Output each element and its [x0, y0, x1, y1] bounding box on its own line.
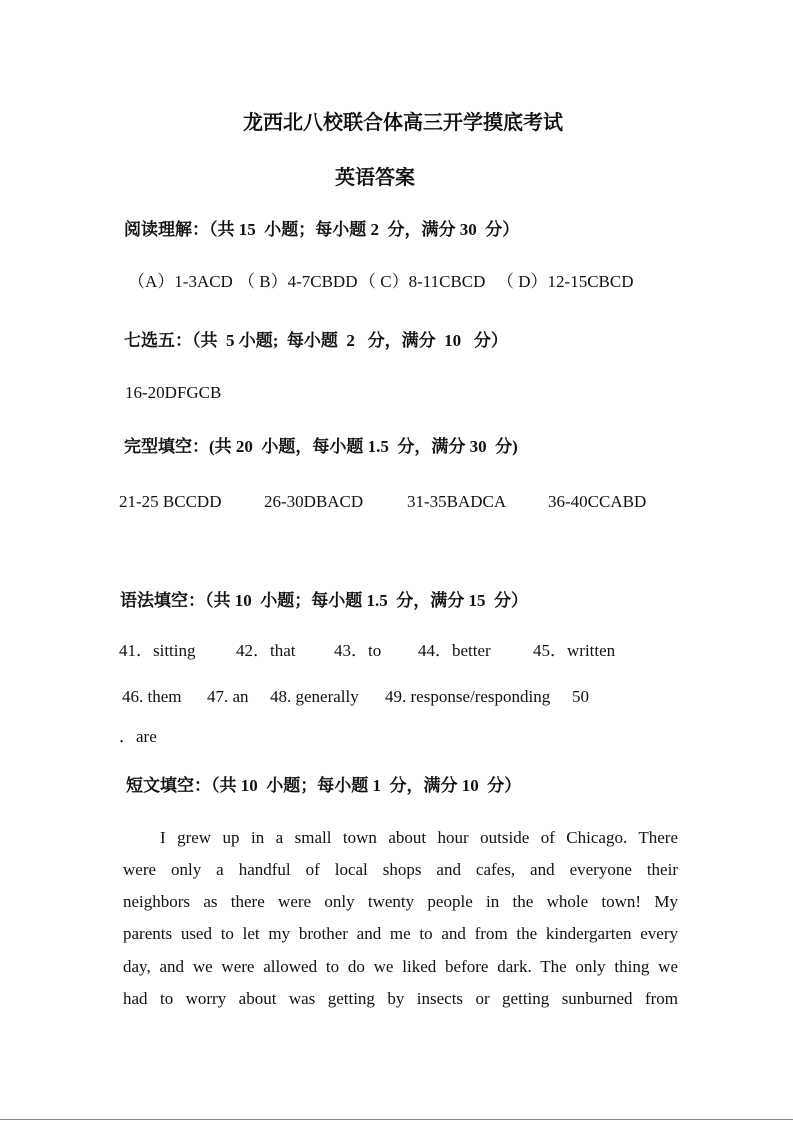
- grammar-answer: 42．that: [236, 641, 296, 660]
- seven-five-answer: 16-20DFGCB: [125, 383, 222, 402]
- grammar-heading: 语法填空：（共 10 小题；每小题 1.5 分，满分 15 分）: [120, 591, 528, 610]
- grammar-answer: 49. response/responding: [385, 687, 551, 706]
- reading-answer-a: （A）1-3ACD: [128, 272, 233, 291]
- grammar-answer: 41．sitting: [119, 641, 196, 660]
- passage-line: day, and we were allowed to do we liked before dark. The only thing we: [123, 957, 678, 976]
- page-bottom-border: [0, 1119, 793, 1120]
- passage-line: parents used to let my brother and me to and from the kindergarten every: [123, 924, 678, 943]
- cloze-answer-3: 31-35BADCA: [407, 492, 507, 511]
- passage-line: had to worry about was getting by insects or getting sunburned from: [123, 989, 678, 1008]
- cloze-answer-2: 26-30DBACD: [264, 492, 364, 511]
- document-title: 龙西北八校联合体高三开学摸底考试: [243, 112, 563, 134]
- reading-heading: 阅读理解：（共 15 小题；每小题 2 分，满分 30 分）: [124, 220, 520, 239]
- seven-five-heading: 七选五：（共 5 小题; 每小题 2 分，满分 10 分）: [124, 331, 508, 350]
- passage-line: neighbors as there were only twenty people in the whole town! My: [123, 892, 678, 911]
- cloze-heading: 完型填空：(共 20 小题，每小题 1.5 分，满分 30 分): [124, 437, 518, 456]
- short-text-heading: 短文填空：（共 10 小题；每小题 1 分，满分 10 分）: [126, 776, 522, 795]
- grammar-answer: 47. an: [207, 687, 249, 706]
- reading-answer-d: （ D）12-15CBCD: [497, 272, 634, 291]
- grammar-answer: ．are: [119, 727, 157, 746]
- reading-answer-c: （ C）8-11CBCD: [359, 272, 486, 291]
- passage-line: I grew up in a small town about hour outside of Chicago. There: [160, 828, 678, 847]
- grammar-answer: 44．better: [418, 641, 491, 660]
- grammar-answer: 48. generally: [270, 687, 359, 706]
- passage-line: were only a handful of local shops and cafes, and everyone their: [123, 860, 678, 879]
- cloze-answer-4: 36-40CCABD: [548, 492, 647, 511]
- reading-answer-b: （ B）4-7CBDD: [238, 272, 358, 291]
- grammar-answer: 50: [572, 687, 589, 706]
- grammar-answer: 46. them: [122, 687, 182, 706]
- grammar-answer: 45．written: [533, 641, 616, 660]
- cloze-answer-1: 21-25 BCCDD: [119, 492, 222, 511]
- grammar-answer: 43．to: [334, 641, 382, 660]
- document-subtitle: 英语答案: [335, 167, 415, 189]
